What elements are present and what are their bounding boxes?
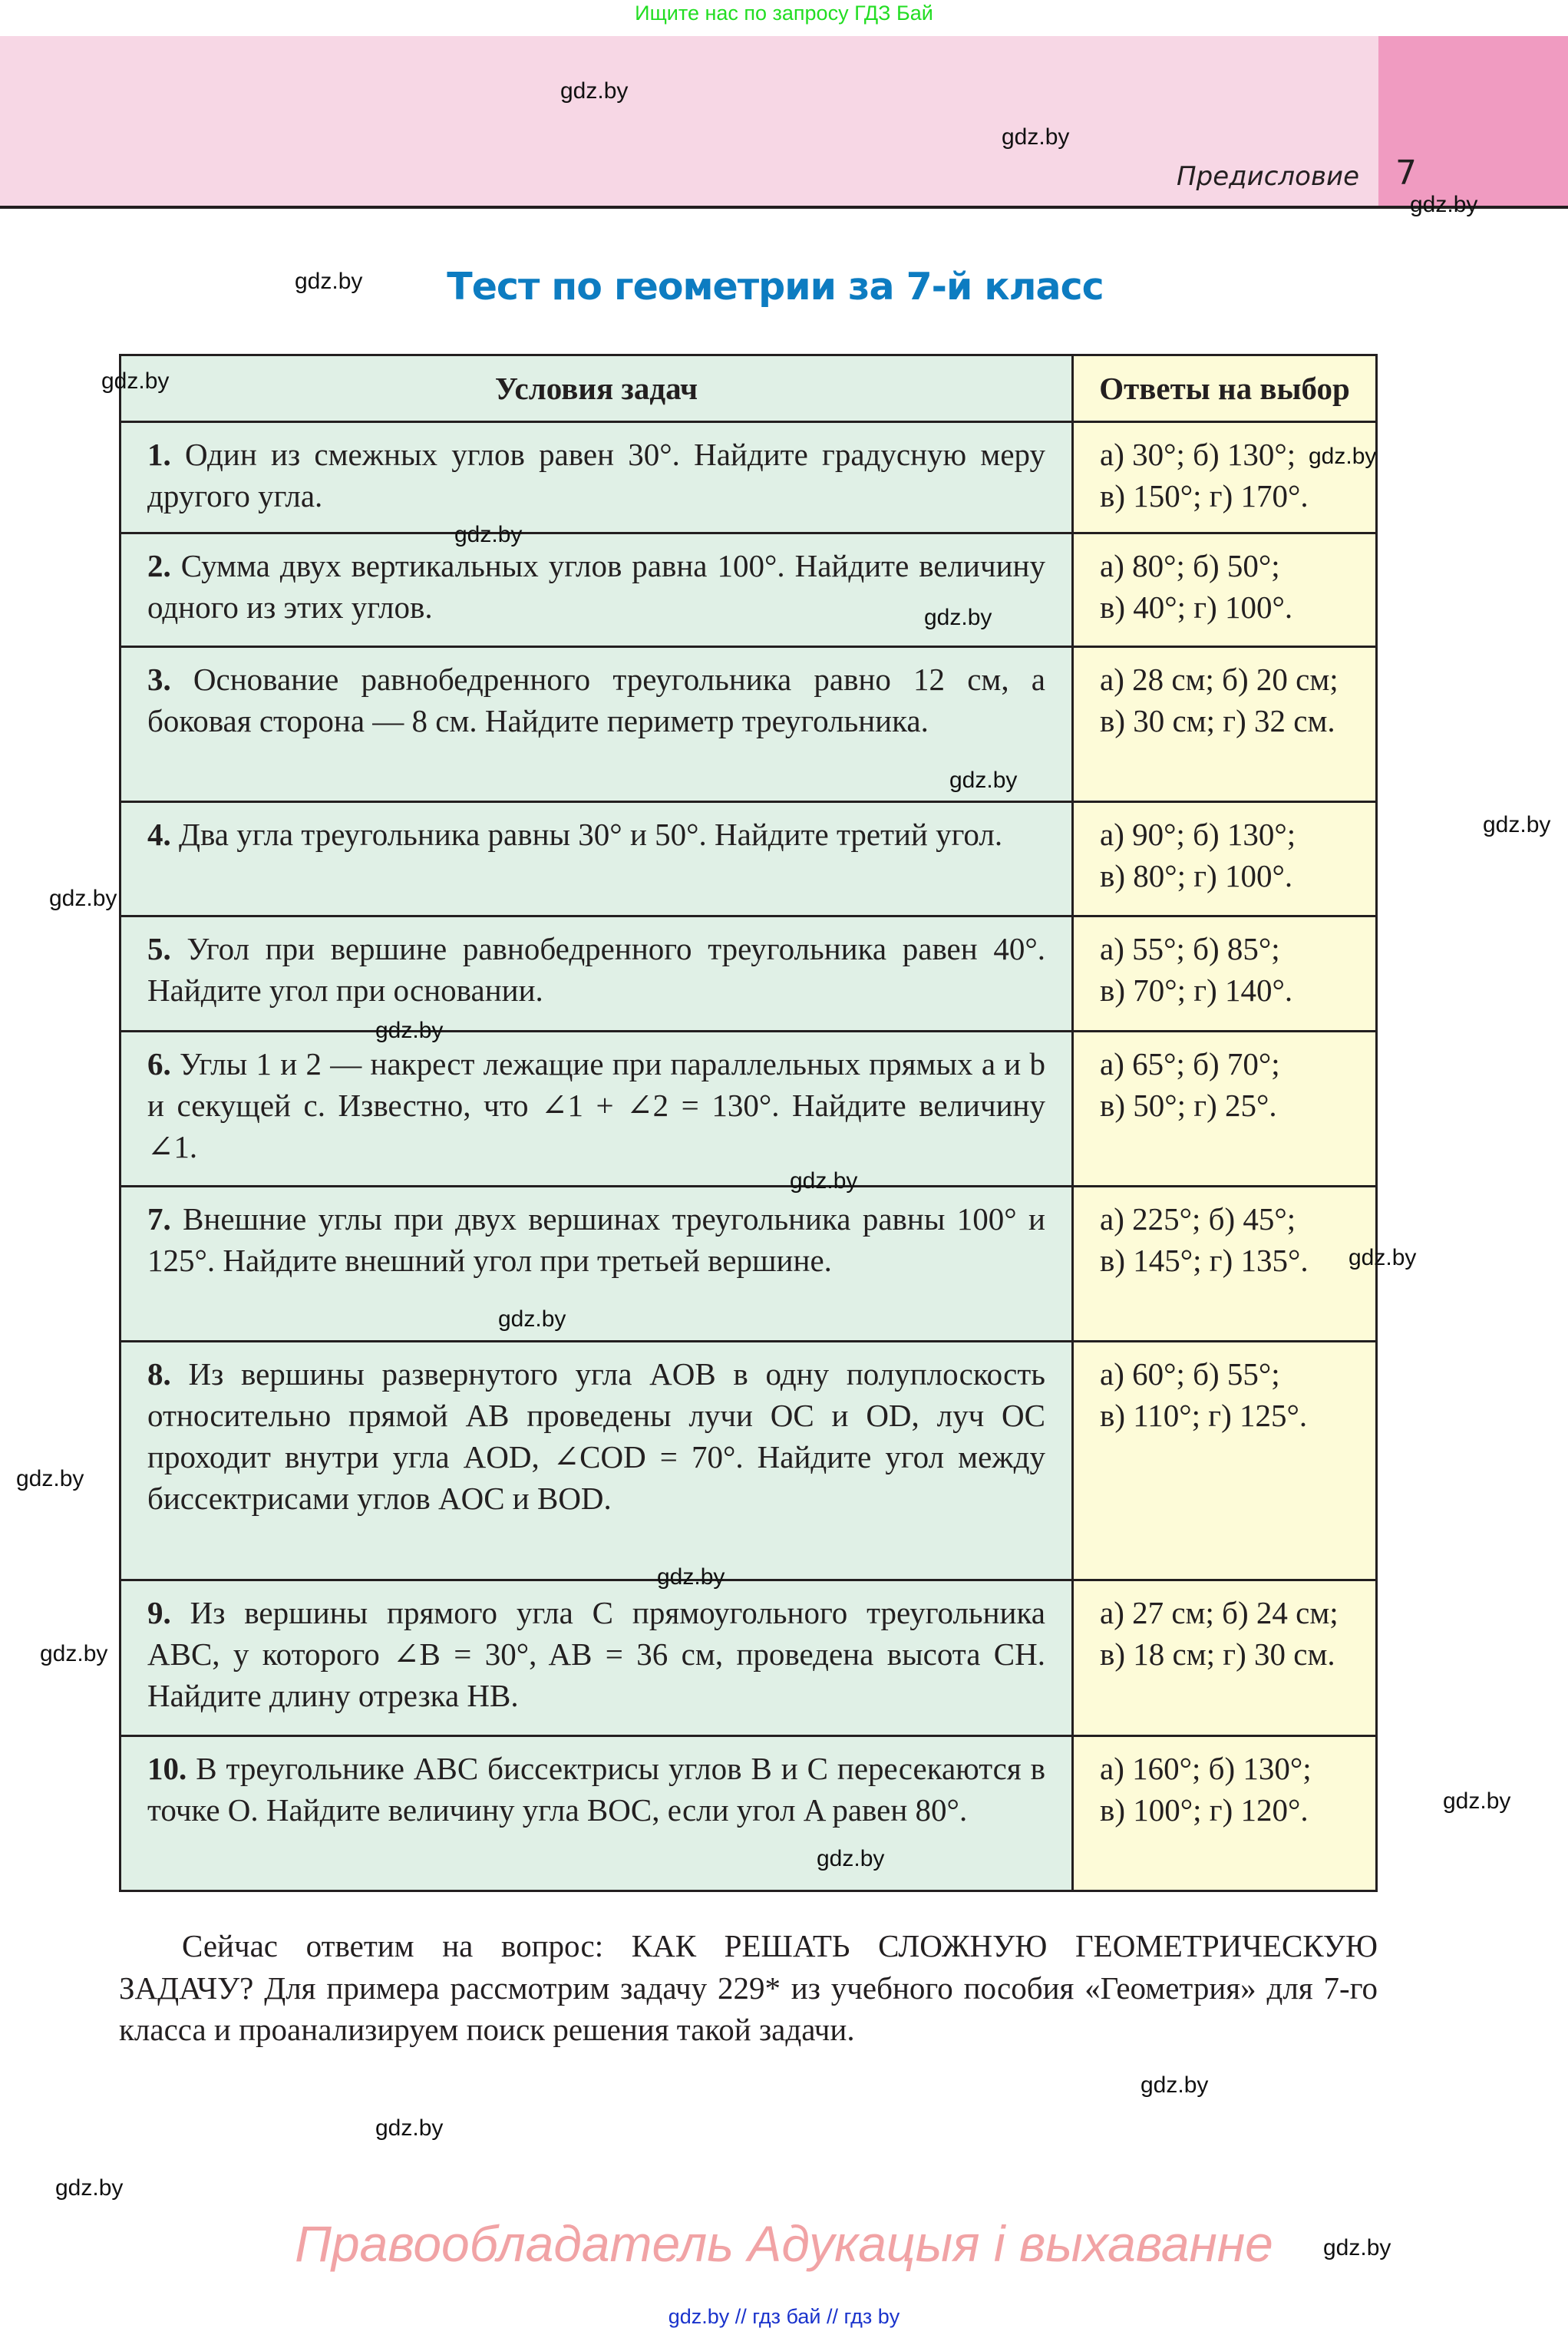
task-number: 4.	[147, 817, 171, 852]
gdz-watermark: gdz.by	[790, 1168, 858, 1194]
task-condition	[120, 1187, 1073, 1342]
task-text: Углы 1 и 2 — накрест лежащие при параллельных прямых a и b и секущей c. Известно, что ∠1 + ∠2 = 130°. Найдите величину ∠1.	[147, 1046, 1046, 1164]
task-text: Из вершины прямого угла C прямоугольного треугольника ABC, у которого ∠B = 30°, AB = 36 см, проведена высота CH. Найдите длину отрезка HB.	[147, 1595, 1045, 1713]
table-row	[120, 647, 1377, 802]
table-row	[120, 802, 1377, 916]
gdz-watermark: gdz.by	[1323, 2235, 1391, 2260]
table-header-row	[120, 355, 1377, 422]
gdz-watermark: gdz.by	[55, 2175, 124, 2201]
answer-options: а) 160°; б) 130°; в) 100°; г) 120°.	[1073, 1736, 1377, 1891]
copyright-watermark: Правообладатель Адукацыя і выхаванне	[295, 2215, 1273, 2272]
gdz-watermark: gdz.by	[295, 269, 363, 294]
task-number: 8.	[147, 1356, 171, 1392]
gdz-watermark: gdz.by	[1309, 444, 1377, 469]
answer-options: а) 30°; б) 130°; в) 150°; г) 170°.	[1073, 422, 1377, 533]
table-row	[120, 422, 1377, 533]
gdz-watermark: gdz.by	[375, 1018, 444, 1043]
gdz-watermark: gdz.by	[560, 78, 629, 104]
gdz-watermark: gdz.by	[454, 522, 523, 547]
gdz-watermark: gdz.by	[657, 1564, 725, 1590]
gdz-watermark: gdz.by	[1483, 812, 1551, 837]
task-condition	[120, 647, 1073, 802]
header-conditions: Условия задач	[120, 355, 1073, 422]
section-name: Предисловие	[1177, 161, 1359, 192]
task-text: Угол при вершине равнобедренного треугольника равен 40°. Найдите угол при основании.	[147, 931, 1045, 1008]
top-search-note: Ищите нас по запросу ГДЗ Бай	[635, 2, 933, 25]
task-condition	[120, 1736, 1073, 1891]
intro-paragraph: Сейчас ответим на вопрос: КАК РЕШАТЬ СЛОЖНУЮ ГЕОМЕТРИЧЕСКУЮ ЗАДАЧУ? Для примера рассмотрим задачу 229* из учебного пособия «Геометрия» для 7-го класса и проанализируем поиск решения такой задачи.	[119, 1928, 1378, 2047]
answer-options: а) 90°; б) 130°; в) 80°; г) 100°.	[1073, 802, 1377, 916]
table-row	[120, 916, 1377, 1032]
gdz-watermark: gdz.by	[375, 2115, 444, 2141]
task-number: 10.	[147, 1751, 187, 1786]
gdz-watermark: gdz.by	[924, 605, 992, 630]
header-rule	[0, 206, 1568, 209]
answer-options: а) 60°; б) 55°; в) 110°; г) 125°.	[1073, 1342, 1377, 1580]
test-table	[119, 354, 1378, 1892]
task-number: 9.	[147, 1595, 171, 1630]
header-answers: Ответы на выбор	[1073, 355, 1377, 422]
answer-options: а) 55°; б) 85°; в) 70°; г) 140°.	[1073, 916, 1377, 1032]
task-text: В треугольнике ABC биссектрисы углов B и C пересекаются в точке O. Найдите величину угла BOC, если угол A равен 80°.	[147, 1751, 1045, 1828]
task-condition	[120, 1580, 1073, 1736]
gdz-watermark: gdz.by	[16, 1466, 84, 1491]
answer-options: а) 225°; б) 45°; в) 145°; г) 135°.	[1073, 1187, 1377, 1342]
task-text: Сумма двух вертикальных углов равна 100°. Найдите величину одного из этих углов.	[147, 548, 1045, 625]
table-row	[120, 1032, 1377, 1187]
gdz-watermark: gdz.by	[1410, 192, 1478, 217]
header-band	[0, 36, 1378, 206]
task-text: Из вершины развернутого угла AOB в одну полуплоскость относительно прямой AB проведены лучи OC и OD, луч OC проходит внутри угла AOD, ∠COD = 70°. Найдите угол между биссектрисами углов AOC и BOD.	[147, 1356, 1045, 1516]
page-number: 7	[1395, 154, 1417, 193]
task-number: 2.	[147, 548, 171, 583]
table-row	[120, 533, 1377, 647]
gdz-watermark: gdz.by	[1141, 2072, 1209, 2098]
page-title: Тест по геометрии за 7-й класс	[447, 265, 1104, 309]
answer-options: а) 65°; б) 70°; в) 50°; г) 25°.	[1073, 1032, 1377, 1187]
table-row	[120, 1342, 1377, 1580]
task-condition	[120, 802, 1073, 916]
task-condition	[120, 916, 1073, 1032]
answer-options: а) 28 см; б) 20 см; в) 30 см; г) 32 см.	[1073, 647, 1377, 802]
gdz-watermark: gdz.by	[49, 886, 117, 911]
gdz-watermark: gdz.by	[1443, 1788, 1511, 1814]
gdz-watermark: gdz.by	[1348, 1245, 1417, 1270]
task-condition	[120, 1342, 1073, 1580]
table-row	[120, 1580, 1377, 1736]
table-row	[120, 1736, 1377, 1891]
task-text: Внешние углы при двух вершинах треугольника равны 100° и 125°. Найдите внешний угол при третьей вершине.	[147, 1201, 1045, 1278]
answer-options: а) 80°; б) 50°; в) 40°; г) 100°.	[1073, 533, 1377, 647]
task-number: 5.	[147, 931, 171, 966]
gdz-watermark: gdz.by	[498, 1306, 566, 1332]
task-text: Основание равнобедренного треугольника равно 12 см, а боковая сторона — 8 см. Найдите периметр треугольника.	[147, 662, 1045, 738]
gdz-watermark: gdz.by	[1002, 124, 1070, 150]
answer-options: а) 27 см; б) 24 см; в) 18 см; г) 30 см.	[1073, 1580, 1377, 1736]
task-text: Один из смежных углов равен 30°. Найдите градусную меру другого угла.	[147, 437, 1046, 514]
task-number: 3.	[147, 662, 171, 697]
gdz-watermark: gdz.by	[949, 768, 1018, 793]
task-number: 6.	[147, 1046, 171, 1081]
task-condition	[120, 1032, 1073, 1187]
gdz-watermark: gdz.by	[817, 1846, 885, 1871]
task-text: Два угла треугольника равны 30° и 50°. Найдите третий угол.	[179, 817, 1003, 852]
task-number: 1.	[147, 437, 171, 472]
table-row	[120, 1187, 1377, 1342]
task-condition	[120, 422, 1073, 533]
footer-links[interactable]: gdz.by // гдз бай // гдз by	[668, 2305, 900, 2328]
task-number: 7.	[147, 1201, 171, 1237]
gdz-watermark: gdz.by	[40, 1641, 108, 1666]
gdz-watermark: gdz.by	[101, 368, 170, 394]
